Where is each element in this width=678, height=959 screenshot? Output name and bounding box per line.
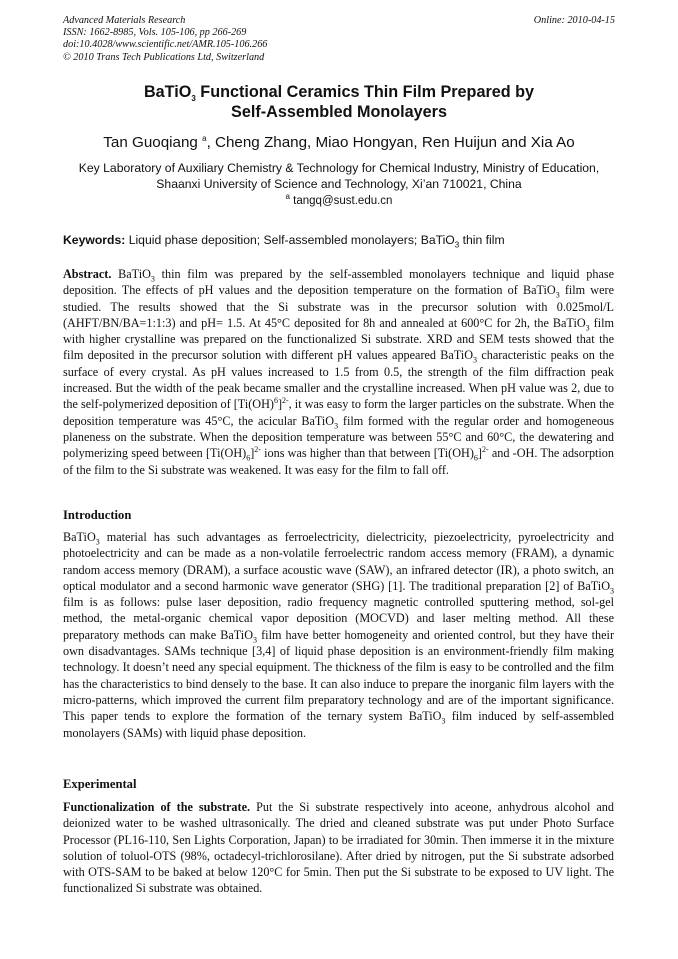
keywords-subscript: 3	[454, 240, 460, 250]
abstract-text: thin film was prepared by the self-assembled monolayers technique and liquid phase deposition. The effects of pH values and the deposition temperature on the formation of BaTiO	[63, 267, 615, 298]
section-heading-introduction: Introduction	[63, 508, 132, 522]
keywords-tail: thin film	[459, 233, 505, 247]
subscript: 3	[441, 716, 446, 726]
abstract-paragraph	[63, 266, 614, 478]
affiliation-line-1: Key Laboratory of Auxiliary Chemistry & Technology for Chemical Industry, Ministry of Education,	[78, 161, 600, 175]
affiliation	[40, 161, 638, 192]
contact-email	[40, 192, 638, 207]
experimental-paragraph	[63, 799, 614, 897]
issn-line: ISSN: 1662-8985, Vols. 105-106, pp 266-269	[63, 27, 247, 39]
abstract-label: Abstract.	[63, 267, 112, 281]
keywords-text: Liquid phase deposition; Self-assembled monolayers; BaTiO	[125, 233, 455, 247]
abstract-text: ]	[250, 446, 255, 461]
superscript: 2-	[254, 445, 261, 455]
email-address[interactable]: tangq@sust.edu.cn	[289, 195, 393, 207]
subscript: 3	[95, 537, 100, 547]
running-header	[63, 15, 615, 64]
subscript: 6	[473, 453, 478, 463]
abstract-text: and -OH. The adsorption of the film to the Si substrate was weakened. It was easy for the film to fall off.	[63, 446, 614, 477]
abstract-text: BaTiO	[111, 267, 151, 281]
intro-text: film induced by self-assembled monolayers (SAMs) with liquid phase deposition.	[63, 709, 614, 740]
affiliation-line-2: Shaanxi University of Science and Technology, Xi’an 710021, China	[156, 176, 522, 191]
copyright-line: © 2010 Trans Tech Publications Ltd, Switzerland	[63, 51, 265, 63]
intro-text: film is as follows: pulse laser deposition, radio frequency magnetic controlled sputtering method, sol-gel method, the metal-organic chemical vapor deposition (MOCVD) and laser melting method. All these preparatory methods can make BaTiO	[63, 595, 614, 642]
subscript: 3	[585, 323, 590, 333]
abstract-text: , it was easy to form the larger particles on the substrate. When the deposition temperature was 45°C, the acicular BaTiO	[63, 397, 614, 428]
section-heading-experimental: Experimental	[63, 777, 137, 791]
subscript: 3	[334, 421, 339, 431]
superscript: 6	[273, 396, 278, 406]
title-line-2: Self-Assembled Monolayers	[231, 103, 447, 121]
author-superscript: a	[202, 133, 207, 143]
subscript: 6	[246, 453, 251, 463]
online-date: Online: 2010-04-15	[533, 15, 615, 26]
title-text: BaTiO	[143, 83, 192, 101]
subscript: 3	[610, 586, 614, 596]
superscript: 2-	[481, 445, 489, 455]
intro-text: material has such advantages as ferroelectricity, dielectricity, piezoelectricity, pyroelectricity and photoelectricity and can be made as a non-volatile ferroelectric random access memory (FRAM), a dynamic random access memory (DRAM), a surface acoustic wave (SAW), an infrared detector (IR), a photo switch, an optical modulator and a second harmonic wave generator (SHG) [1]. The traditional preparation [2] of BaTiO	[63, 530, 614, 593]
intro-text: film have better homogeneity and oriented control, but they have their own disadvantages. SAMs technique [3,4] of liquid phase deposition is an environment-friendly film making technology. It doesn’t need any special equipment. The thickness of the film is easy to be controlled and the film has the characteristics to bind densely to the base. It can also induce to prepare the inorganic film layers with the micro-patterns, which improved the current film preparatory technology and are of the important significance. This paper tends to explore the formation of the ternary system BaTiO	[63, 627, 615, 724]
abstract-text: film formed with the regular order and homogeneous planeness on the substrate. When the deposition temperature was between 55°C and 60°C, the dewatering and polymerizing speed between [Ti(OH)	[63, 413, 614, 461]
introduction-paragraph	[63, 529, 614, 741]
journal-name: Advanced Materials Research	[63, 15, 186, 26]
paper-title	[40, 82, 638, 122]
doi-line: doi:10.4028/www.scientific.net/AMR.105-106.266	[63, 39, 268, 51]
title-text-cont: Functional Ceramics Thin Film Prepared by	[195, 83, 535, 101]
abstract-text: film with higher crystalline was prepared on the functionalized Si substrate. XRD and SEM tests showed that the film deposited in the precursor solution with different pH values appeared BaTiO	[63, 315, 614, 363]
email-superscript: a	[285, 192, 290, 202]
subscript: 3	[473, 355, 478, 365]
abstract-text: film were studied. The results showed that the Si substrate was in the precursor solution with 0.025mol/L (AHFT/BN/BA=1:1:3) and pH= 1.5. At 45°C deposited for 8h and annealed at 600°C for 2h, the BaTiO	[63, 283, 614, 330]
subscript: 3	[555, 290, 560, 300]
experimental-text: Put the Si substrate respectively into aceone, anhydrous alcohol and deionized water to be washed ultrasonically. The dried and cleaned substrate was put under Photo Surface Processor (PL16-110, Sen Lights Corporation, Japan) to be irradiated for 30min. Then immerse it in the mixture solution of toluol-OTS (98%, octadecyl-trichlorosilane). After dried by nitrogen, put the Si substrate adsorbed with OTS-SAM to be baked at below 120°C for 5min. Then put the Si substrate to be exposed to UV light. The functionalized Si substrate was obtained.	[63, 800, 614, 896]
subscript: 3	[253, 635, 257, 645]
abstract-text: ions was higher than that between [Ti(OH)	[260, 446, 474, 461]
author-first: Tan Guoqiang	[103, 134, 198, 151]
intro-text: BaTiO	[63, 530, 96, 544]
keywords-label: Keywords:	[63, 233, 126, 247]
subsection-label: Functionalization of the substrate.	[63, 800, 251, 814]
abstract-text: ]	[277, 397, 282, 412]
author-list	[40, 134, 638, 151]
keywords	[63, 233, 615, 250]
abstract-text: ]	[477, 446, 482, 461]
subscript: 3	[150, 274, 155, 284]
author-others: , Cheng Zhang, Miao Hongyan, Ren Huijun and Xia Ao	[206, 134, 575, 151]
superscript: 2-	[282, 396, 289, 406]
title-subscript: 3	[191, 94, 196, 104]
abstract-text: characteristic peaks on the surface of every crystal. As pH values increased to 1.5 from 0.5, the strength of the film diffraction peak increased. But the width of the peak became smaller and the crystalline increased. When pH value was 2, due to the self-polymerized deposition of [Ti(OH)	[63, 348, 614, 412]
